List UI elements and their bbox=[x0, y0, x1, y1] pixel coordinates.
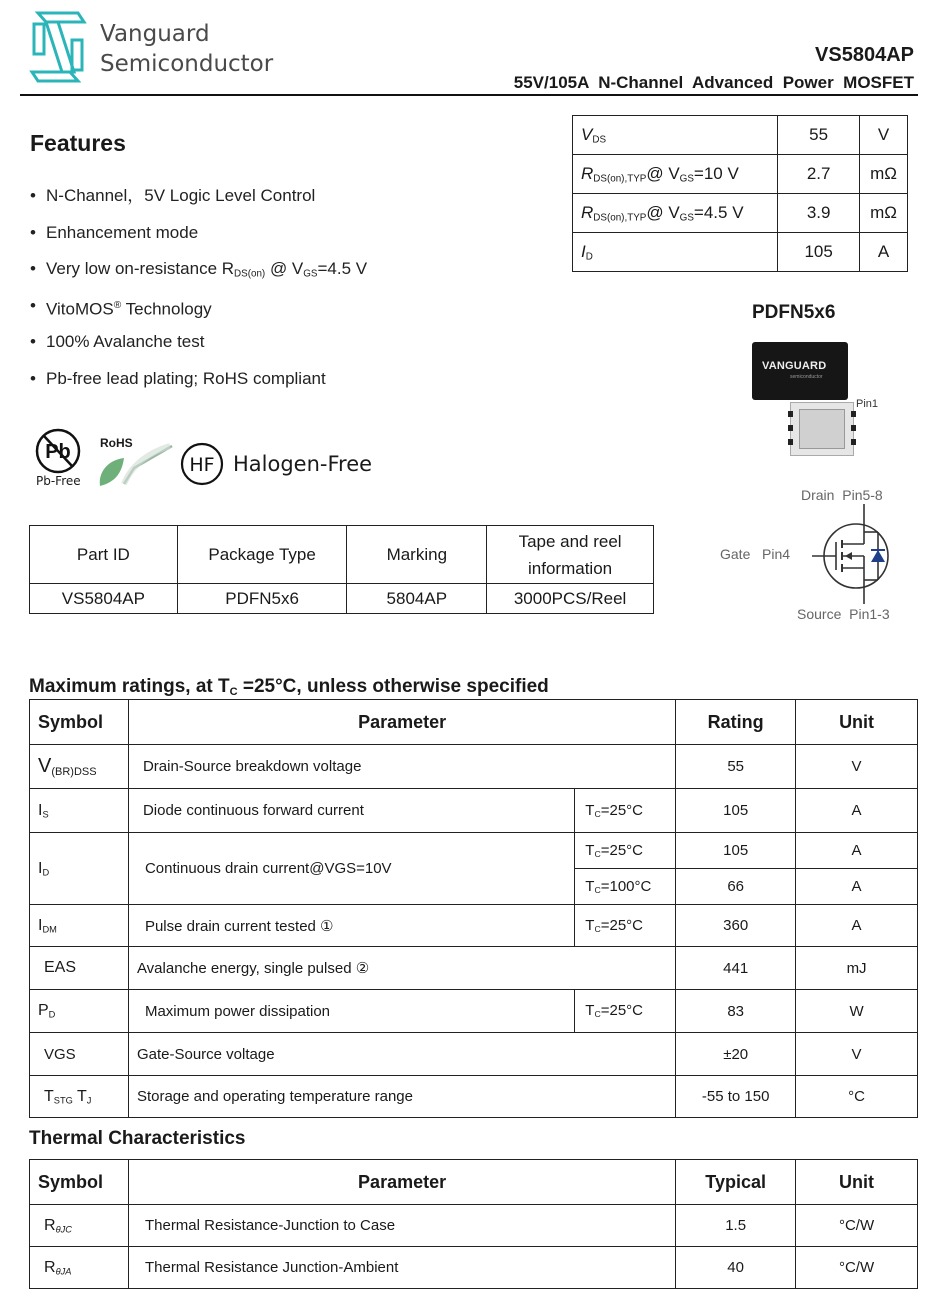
spec-row: $I_D$ 105 A bbox=[573, 233, 908, 272]
product-subtitle: 55V/105A N-Channel Advanced Power MOSFET bbox=[513, 73, 914, 92]
feature-item: • Pb-free lead plating; RoHS compliant bbox=[30, 368, 450, 405]
thermal-title: Thermal Characteristics bbox=[29, 1128, 246, 1149]
package-bottom-image bbox=[790, 402, 854, 456]
thermal-table bbox=[29, 1159, 918, 1289]
table-row: $T_{STG}$ $T_J$ Storage and operating temperature range -55 to 150 °C bbox=[30, 1076, 918, 1118]
max-ratings-table bbox=[29, 699, 918, 1118]
table-header-row: Part ID Package Type Marking Tape and reel information bbox=[30, 526, 654, 584]
key-spec-table bbox=[572, 115, 908, 272]
table-header-row: Symbol Parameter Rating Unit bbox=[30, 700, 918, 745]
rohs-leaf-icon bbox=[94, 442, 174, 490]
pb-free-icon bbox=[34, 428, 86, 476]
max-ratings-title: Maximum ratings, at $T_C =25^\circ C$, unless otherwise specified bbox=[29, 676, 549, 698]
spec-row: $R_{DS(on),TYP}@$ $V_{GS}=4.5$ V 3.9 mΩ bbox=[573, 194, 908, 233]
table-row: $I_{DM}$ Pulse drain current tested ① $T_C=25^\circ C$ 360 A bbox=[30, 905, 918, 947]
table-row: $V_{(BR)DSS}$ Drain-Source breakdown voltage 55 V bbox=[30, 745, 918, 789]
rohs-label: RoHS bbox=[100, 436, 133, 450]
table-row: $I_S$ Diode continuous forward current $T_C=25^\circ C$ 105 A bbox=[30, 789, 918, 833]
source-label: Source Pin1-3 bbox=[797, 606, 890, 622]
pb-free-label: Pb-Free bbox=[36, 474, 81, 488]
company-logo bbox=[24, 10, 92, 84]
mosfet-symbol-icon bbox=[812, 504, 902, 604]
package-top-image: VANGUARD semiconductor bbox=[752, 342, 848, 400]
feature-item: • N-Channel，5V Logic Level Control bbox=[30, 185, 450, 222]
table-row: VS5804AP PDFN5x6 5804AP 3000PCS/Reel bbox=[30, 584, 654, 614]
spec-row: $R_{DS(on),TYP}@$ $V_{GS}=10$ V 2.7 mΩ bbox=[573, 155, 908, 194]
table-row: $I_D$ Continuous drain current@VGS=10V $T_C=25^\circ C$ 105 A bbox=[30, 833, 918, 869]
ordering-info-table bbox=[29, 525, 654, 614]
svg-text:HF: HF bbox=[189, 454, 215, 476]
feature-item: • Very low on-resistance $R_{DS(on)}$ @ $V_{GS}=4.5$ V bbox=[30, 258, 450, 295]
halogen-free-label: Halogen-Free bbox=[233, 452, 373, 476]
pin1-label: Pin1 bbox=[856, 398, 879, 410]
part-number: VS5804AP bbox=[815, 44, 914, 66]
gate-label: Gate Pin4 bbox=[720, 546, 791, 562]
table-row: $T_C=100^\circ C$ 66 A bbox=[30, 869, 918, 905]
svg-text:Pb: Pb bbox=[45, 441, 71, 463]
feature-item: • 100% Avalanche test bbox=[30, 331, 450, 368]
table-row: $P_D$ Maximum power dissipation $T_C=25^\circ C$ 83 W bbox=[30, 990, 918, 1033]
table-row: $R_{\theta JC}$ Thermal Resistance-Junction to Case 1.5 °C/W bbox=[30, 1205, 918, 1247]
drain-label: Drain Pin5-8 bbox=[801, 487, 883, 503]
table-row: EAS Avalanche energy, single pulsed ② 441 mJ bbox=[30, 947, 918, 990]
features-title: Features bbox=[30, 130, 126, 156]
logo-mark-icon bbox=[24, 10, 92, 84]
table-row: $R_{\theta JA}$ Thermal Resistance Junction-Ambient 40 °C/W bbox=[30, 1247, 918, 1289]
brand-name-line1: Vanguard bbox=[100, 21, 210, 47]
header-divider bbox=[20, 94, 918, 96]
spec-row: $V_{DS}$ 55 V bbox=[573, 116, 908, 155]
brand-name-line2: Semiconductor bbox=[100, 51, 274, 77]
features-list bbox=[30, 185, 450, 404]
feature-item: • Enhancement mode bbox=[30, 222, 450, 259]
halogen-free-icon bbox=[180, 442, 226, 486]
table-row: VGS Gate-Source voltage ±20 V bbox=[30, 1033, 918, 1076]
table-header-row: Symbol Parameter Typical Unit bbox=[30, 1160, 918, 1205]
feature-item: • VitoMOS® Technology bbox=[30, 295, 450, 332]
package-name: PDFN5x6 bbox=[752, 302, 836, 323]
